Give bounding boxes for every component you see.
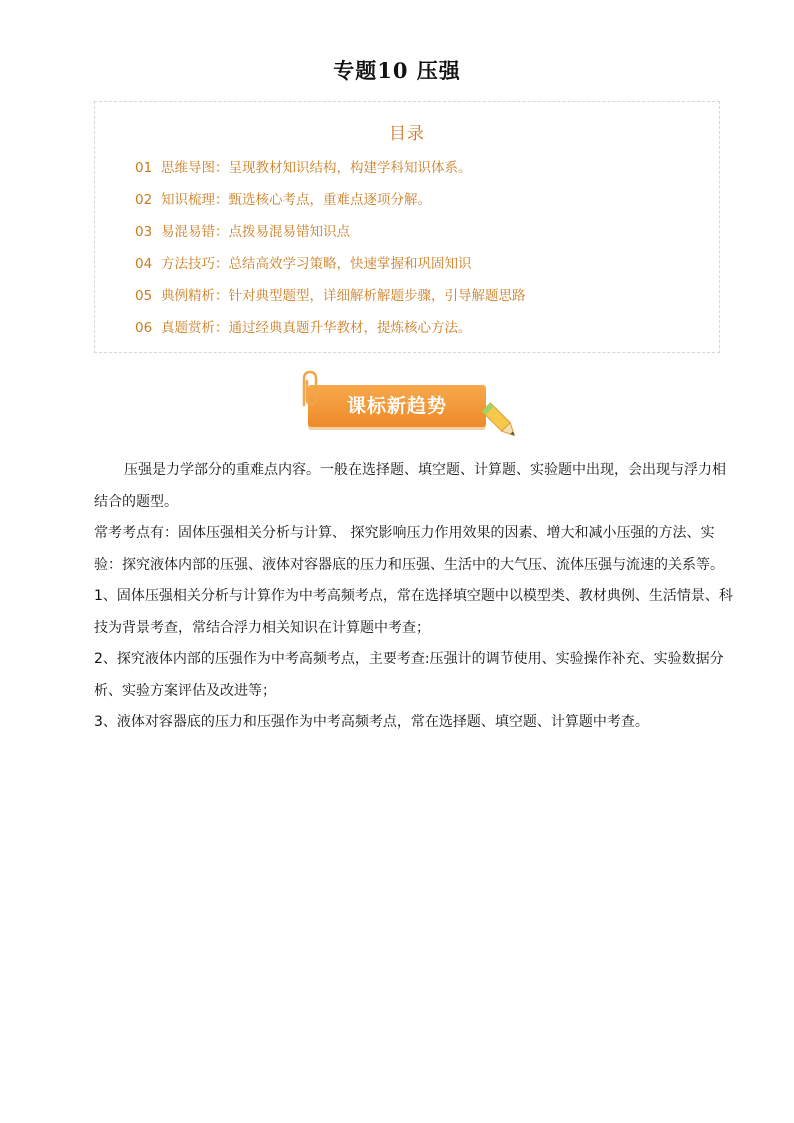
toc-item-number: 03 bbox=[135, 224, 153, 240]
toc-item[interactable] bbox=[135, 188, 526, 220]
section-banner bbox=[304, 375, 490, 437]
page-title: 专题10 压强 bbox=[333, 58, 461, 83]
banner-label: 课标新趋势 bbox=[346, 395, 447, 417]
toc-list bbox=[135, 156, 526, 348]
toc-item-number: 04 bbox=[135, 256, 153, 272]
toc-item-text: 思维导图：呈现教材知识结构，构建学科知识体系。 bbox=[161, 160, 472, 176]
common-topics-paragraph: 常考考点有：固体压强相关分析与计算、 探究影响压力作用效果的因素、增大和减小压强的方法、实验：探究液体内部的压强、液体对容器底的压力和压强、生活中的大气压、流体压强与流速的关系等。 bbox=[94, 525, 724, 573]
toc-item[interactable] bbox=[135, 220, 526, 252]
toc-item-text: 方法技巧：总结高效学习策略，快速掌握和巩固知识 bbox=[161, 256, 472, 272]
toc-item-number: 01 bbox=[135, 160, 153, 176]
intro-body bbox=[94, 455, 734, 739]
toc-item[interactable] bbox=[135, 156, 526, 188]
pencil-icon bbox=[478, 399, 524, 445]
point-2-paragraph: 2、探究液体内部的压强作为中考高频考点，主要考查:压强计的调节使用、实验操作补充、实验数据分析、实验方案评估及改进等； bbox=[94, 651, 724, 699]
point-1-paragraph: 1、固体压强相关分析与计算作为中考高频考点，常在选择填空题中以模型类、教材典例、生活情景、科技为背景考查，常结合浮力相关知识在计算题中考查； bbox=[94, 588, 733, 636]
toc-item-text: 真题赏析：通过经典真题升华教材，提炼核心方法。 bbox=[161, 320, 472, 336]
toc-item[interactable] bbox=[135, 284, 526, 316]
toc-item-text: 典例精析：针对典型题型，详细解析解题步骤，引导解题思路 bbox=[161, 288, 526, 304]
point-3-paragraph: 3、液体对容器底的压力和压强作为中考高频考点，常在选择题、填空题、计算题中考查。 bbox=[94, 714, 649, 730]
table-of-contents bbox=[94, 101, 720, 353]
toc-item-text: 知识梳理：甄选核心考点，重难点逐项分解。 bbox=[161, 192, 431, 208]
toc-item[interactable] bbox=[135, 316, 526, 348]
toc-item-number: 02 bbox=[135, 192, 153, 208]
toc-item-number: 05 bbox=[135, 288, 153, 304]
paperclip-icon bbox=[296, 369, 324, 409]
toc-item-text: 易混易错：点拨易混易错知识点 bbox=[161, 224, 350, 240]
intro-paragraph: 压强是力学部分的重难点内容。一般在选择题、填空题、计算题、实验题中出现，会出现与浮力相结合的题型。 bbox=[94, 462, 726, 510]
toc-item[interactable] bbox=[135, 252, 526, 284]
toc-item-number: 06 bbox=[135, 320, 153, 336]
toc-title: 目录 bbox=[389, 124, 425, 144]
